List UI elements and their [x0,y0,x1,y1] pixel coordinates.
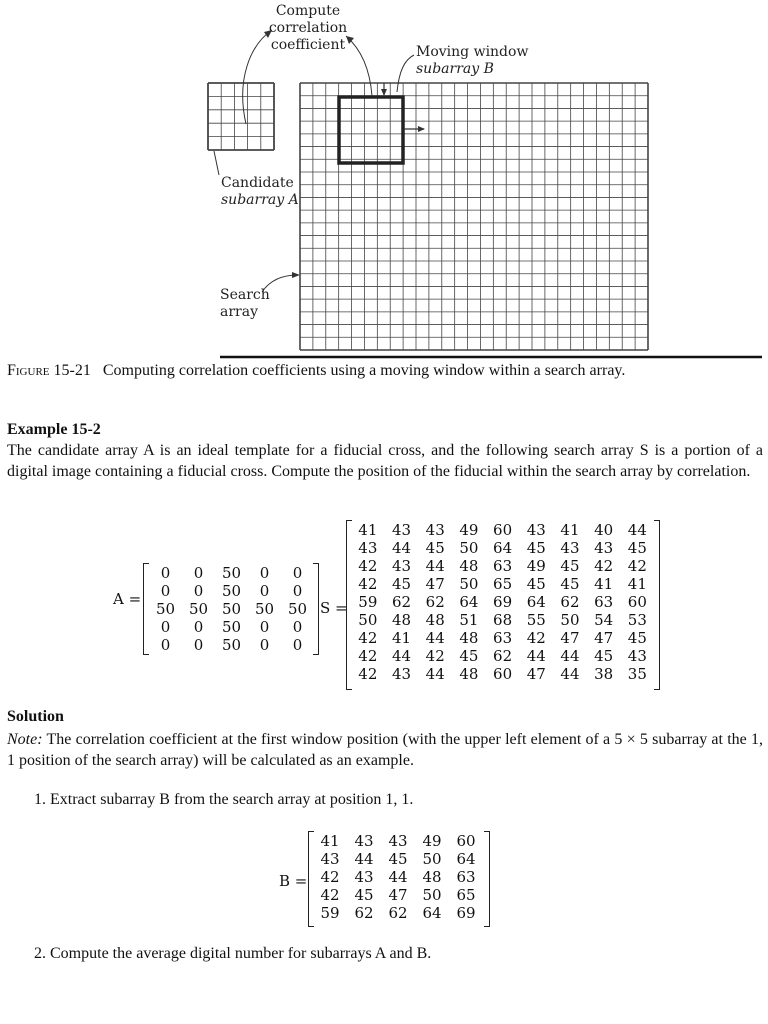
example-text: The candidate array A is an ideal template for a fiducial cross, and the following search array S is a portion of a digital image containing a fiducial cross. Compute the position of the fiducial within the search array by correlation. [7,442,763,480]
matrix-s-cell: 48 [459,629,479,647]
matrix-s-cell: 62 [560,593,580,611]
matrix-b-cell: 43 [320,850,340,868]
label-compute-correlation: Compute correlation coefficient [268,3,348,53]
matrix-s-cell: 38 [594,665,614,683]
matrix-s-cell: 63 [493,629,513,647]
matrix-a-cell: 0 [160,636,171,654]
matrix-b-cell: 43 [354,868,374,886]
label-moving-window: Moving window subarray B [416,44,529,77]
matrix-b-cells [308,831,490,922]
matrix-s-cell: 47 [425,575,445,593]
matrix-a-cell: 0 [193,564,204,582]
arrow-candidate-label [214,151,219,175]
note-label: Note: [7,731,43,748]
matrix-s-cell: 44 [425,557,445,575]
matrix-b-cell: 41 [320,832,340,850]
matrix-s-cell: 69 [493,593,513,611]
matrix-s-cell: 64 [526,593,546,611]
matrix-b-cell: 62 [388,904,408,922]
matrix-s-cell: 51 [459,611,479,629]
matrix-s-cell: 35 [627,665,647,683]
matrix-a-cell: 0 [292,636,303,654]
matrix-s-cell: 42 [425,647,445,665]
matrix-a-cell: 0 [160,564,171,582]
matrix-s-cell: 43 [594,539,614,557]
matrix-s-cell: 63 [594,593,614,611]
matrix-a-cell: 0 [193,636,204,654]
matrix-s-cell: 43 [391,521,412,539]
matrix-a-cell: 0 [259,636,270,654]
matrix-s-cell: 60 [493,665,513,683]
example-title: Example 15-2 [7,421,101,438]
matrix-s-cell: 63 [493,557,513,575]
matrix-s-cell: 45 [459,647,479,665]
matrix-b [308,831,490,927]
matrix-s-left-bracket [346,520,352,690]
matrix-s-cell: 48 [425,611,445,629]
matrix-a-label: A = [113,590,142,608]
matrix-s-cell: 44 [391,647,412,665]
matrix-b-cell: 62 [354,904,374,922]
matrix-s-cell: 44 [425,629,445,647]
caption-text: Computing correlation coefficients using a moving window within a search array. [102,362,626,379]
matrix-b-right-bracket [484,831,490,927]
matrix-b-cell: 42 [320,886,340,904]
matrix-b-cell: 47 [388,886,408,904]
matrix-s-cell: 44 [560,647,580,665]
matrix-a-cell: 50 [221,600,242,618]
matrix-s-cell: 42 [526,629,546,647]
solution-note [7,729,763,771]
matrix-b-cell: 43 [388,832,408,850]
matrix-s-cell: 62 [493,647,513,665]
matrix-b-label: B = [279,872,308,890]
matrix-a-cell: 50 [254,600,275,618]
matrix-s-cell: 44 [425,665,445,683]
matrix-b-cell: 45 [354,886,374,904]
matrix-b-cell: 50 [422,886,442,904]
matrix-a-cell: 0 [259,582,270,600]
matrix-b-cell: 48 [422,868,442,886]
matrix-a-cell: 50 [287,600,308,618]
matrix-a-right-bracket [313,563,319,655]
matrix-s-cell: 47 [560,629,580,647]
matrix-s-cell: 59 [358,593,378,611]
matrix-s-cell: 42 [627,557,647,575]
matrix-s-cell: 43 [358,539,378,557]
matrix-s-cell: 50 [358,611,378,629]
matrix-s-cell: 45 [425,539,445,557]
matrix-a-cell: 0 [259,564,270,582]
matrix-s-cell: 43 [560,539,580,557]
matrix-s-cell: 43 [425,521,445,539]
matrix-b-cell: 49 [422,832,442,850]
matrix-b-cell: 44 [354,850,374,868]
matrix-s-cell: 42 [358,575,378,593]
matrix-s-cell: 45 [560,575,580,593]
matrix-b-cell: 42 [320,868,340,886]
matrix-b-cell: 60 [456,832,476,850]
matrix-s-cell: 55 [526,611,546,629]
matrix-s-cell: 68 [493,611,513,629]
matrix-s-cell: 45 [627,539,647,557]
matrix-a-cells [143,563,319,654]
matrix-s-cell: 48 [459,665,479,683]
matrix-s-cell: 53 [627,611,647,629]
figure-diagram [0,0,768,360]
matrix-s-cell: 42 [358,557,378,575]
matrix-s-cell: 49 [459,521,479,539]
matrix-a-cell: 0 [259,618,270,636]
matrix-b-cell: 64 [456,850,476,868]
matrix-s-cell: 45 [391,575,412,593]
matrix-a-cell: 0 [292,618,303,636]
matrix-s-cell: 65 [493,575,513,593]
arrowhead-search [292,272,300,278]
matrix-s-cell: 64 [493,539,513,557]
matrix-b-cell: 65 [456,886,476,904]
move-right-arrowhead [418,126,425,132]
matrix-s-cell: 60 [493,521,513,539]
note-text: The correlation coefficient at the first window position (with the upper left element of a 5 × 5 subarray at the 1, 1 position of the search array) will be calculated as an example. [7,731,763,769]
move-down-arrowhead [381,89,387,96]
matrix-b-cell: 69 [456,904,476,922]
matrix-s-cell: 49 [526,557,546,575]
matrix-s-cell: 43 [627,647,647,665]
matrix-s-cell: 42 [358,665,378,683]
caption-label: Figure 15-21 [7,362,91,379]
matrix-s-cell: 45 [526,575,546,593]
matrix-s-cell: 41 [627,575,647,593]
matrix-s-cell: 42 [358,647,378,665]
matrix-a-cell: 50 [221,618,242,636]
matrix-s-cell: 43 [391,665,412,683]
matrix-s-cell: 43 [526,521,546,539]
matrix-s-cell: 41 [358,521,378,539]
matrix-s-label: S = [320,599,348,617]
matrix-s-cells [346,520,660,683]
matrix-b-cell: 44 [388,868,408,886]
matrix-s-cell: 45 [560,557,580,575]
matrix-b-cell: 63 [456,868,476,886]
matrix-a-left-bracket [143,563,149,655]
matrix-s [346,520,660,690]
matrix-s-cell: 60 [627,593,647,611]
matrix-a-cell: 0 [193,582,204,600]
matrix-s-cell: 47 [594,629,614,647]
matrix-s-cell: 48 [391,611,412,629]
matrix-s-cell: 45 [627,629,647,647]
matrix-s-cell: 42 [594,557,614,575]
matrix-s-cell: 64 [459,593,479,611]
matrix-b-left-bracket [308,831,314,927]
matrix-s-cell: 41 [594,575,614,593]
matrix-a [143,563,319,655]
matrix-s-cell: 54 [594,611,614,629]
matrix-s-cell: 44 [391,539,412,557]
matrix-s-cell: 45 [594,647,614,665]
matrix-a-cell: 50 [188,600,209,618]
matrix-a-cell: 0 [160,582,171,600]
matrix-s-cell: 43 [391,557,412,575]
matrix-s-cell: 44 [560,665,580,683]
moving-window-box [339,97,403,163]
matrix-a-cell: 0 [292,582,303,600]
step-1: 1. Extract subarray B from the search array at position 1, 1. [34,791,414,808]
solution-title: Solution [7,708,64,725]
matrix-b-cell: 45 [388,850,408,868]
matrix-s-cell: 42 [358,629,378,647]
matrix-a-cell: 50 [221,582,242,600]
label-search-array: Search array [220,287,270,320]
matrix-b-cell: 59 [320,904,340,922]
matrix-b-cell: 43 [354,832,374,850]
matrix-s-cell: 45 [526,539,546,557]
matrix-a-cell: 50 [221,564,242,582]
search-array-grid [300,83,648,350]
matrix-s-cell: 62 [425,593,445,611]
step-2: 2. Compute the average digital number for subarrays A and B. [34,945,432,962]
matrix-b-cell: 64 [422,904,442,922]
matrix-a-cell: 50 [221,636,242,654]
matrix-s-cell: 50 [459,539,479,557]
matrix-s-cell: 41 [391,629,412,647]
matrix-s-cell: 50 [459,575,479,593]
matrix-a-cell: 0 [292,564,303,582]
matrix-s-cell: 40 [594,521,614,539]
matrix-b-cell: 50 [422,850,442,868]
figure-caption [7,360,625,381]
arrow-moving-window-label [397,55,414,92]
matrix-a-cell: 0 [160,618,171,636]
matrix-s-right-bracket [654,520,660,690]
matrix-s-cell: 41 [560,521,580,539]
matrix-s-cell: 48 [459,557,479,575]
candidate-subarray-grid [208,83,274,150]
matrix-s-cell: 44 [627,521,647,539]
matrix-a-cell: 0 [193,618,204,636]
label-candidate-subarray: Candidate subarray A [221,175,299,208]
matrix-s-cell: 44 [526,647,546,665]
matrix-a-cell: 50 [155,600,176,618]
matrix-s-cell: 62 [391,593,412,611]
matrix-s-cell: 50 [560,611,580,629]
matrix-s-cell: 47 [526,665,546,683]
